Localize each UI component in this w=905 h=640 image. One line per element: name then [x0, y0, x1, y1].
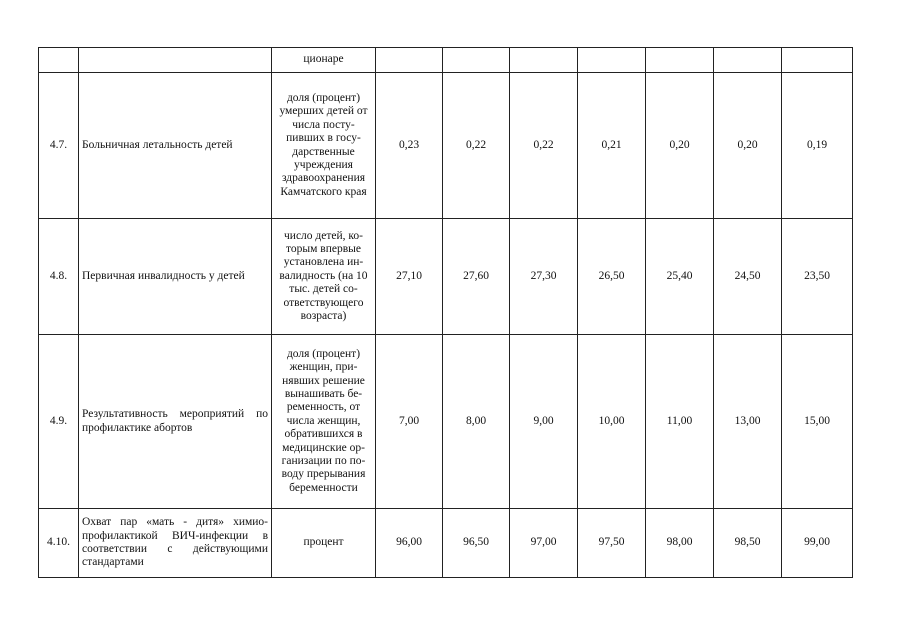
- cell-value: 98,50: [714, 509, 782, 578]
- cell-num: 4.8.: [39, 219, 79, 335]
- cell-value: 23,50: [782, 219, 853, 335]
- cell-value: 0,20: [646, 73, 714, 219]
- cell-value: 25,40: [646, 219, 714, 335]
- cell-value: 0,21: [578, 73, 646, 219]
- cell-value: 27,30: [510, 219, 578, 335]
- table-row: [39, 335, 853, 509]
- cell-value: 0,20: [714, 73, 782, 219]
- cell-value: [578, 48, 646, 73]
- cell-value: 24,50: [714, 219, 782, 335]
- cell-num: 4.10.: [39, 509, 79, 578]
- table-row: [39, 509, 853, 578]
- cell-value: [714, 48, 782, 73]
- cell-value: 0,22: [510, 73, 578, 219]
- table-row-continuation: [39, 48, 853, 73]
- cell-value: 97,00: [510, 509, 578, 578]
- cell-unit: доля (процент) женщин, при-нявших решение вынашивать бе-ременность, от числа женщин, обратившихся в медицинские ор-ганизации по по-воду прерывания беременности: [272, 335, 376, 509]
- cell-name: Охват пар «мать - дитя» химио-профилактикой ВИЧ-инфекции в соответствии с действующими стандартами: [79, 509, 272, 578]
- cell-num: 4.7.: [39, 73, 79, 219]
- cell-value: 27,10: [376, 219, 443, 335]
- cell-name: Первичная инвалидность у детей: [79, 219, 272, 335]
- cell-value: 11,00: [646, 335, 714, 509]
- cell-value: 99,00: [782, 509, 853, 578]
- cell-value: 0,22: [443, 73, 510, 219]
- cell-value: 7,00: [376, 335, 443, 509]
- cell-value: 27,60: [443, 219, 510, 335]
- cell-value: 8,00: [443, 335, 510, 509]
- cell-value: 10,00: [578, 335, 646, 509]
- cell-value: 96,00: [376, 509, 443, 578]
- cell-value: 26,50: [578, 219, 646, 335]
- cell-value: 0,23: [376, 73, 443, 219]
- cell-unit: процент: [272, 509, 376, 578]
- cell-value: 13,00: [714, 335, 782, 509]
- cell-value: [782, 48, 853, 73]
- cell-value: [646, 48, 714, 73]
- cell-name: [79, 48, 272, 73]
- cell-value: 9,00: [510, 335, 578, 509]
- cell-value: [510, 48, 578, 73]
- cell-value: [443, 48, 510, 73]
- cell-name: Результативность мероприятий по профилактике абортов: [79, 335, 272, 509]
- cell-value: [376, 48, 443, 73]
- cell-value: 97,50: [578, 509, 646, 578]
- indicators-table: [38, 47, 853, 578]
- cell-unit: доля (процент) умерших детей от числа посту-пивших в госу-дарственные учреждения здравоохранения Камчатского края: [272, 73, 376, 219]
- table-row: [39, 73, 853, 219]
- cell-num: [39, 48, 79, 73]
- cell-unit: ционаре: [272, 48, 376, 73]
- cell-name: Больничная летальность детей: [79, 73, 272, 219]
- cell-value: 96,50: [443, 509, 510, 578]
- cell-value: 98,00: [646, 509, 714, 578]
- cell-unit: число детей, ко-торым впервые установлена ин-валидность (на 10 тыс. детей со-ответствующего возраста): [272, 219, 376, 335]
- cell-value: 15,00: [782, 335, 853, 509]
- cell-value: 0,19: [782, 73, 853, 219]
- table-row: [39, 219, 853, 335]
- cell-num: 4.9.: [39, 335, 79, 509]
